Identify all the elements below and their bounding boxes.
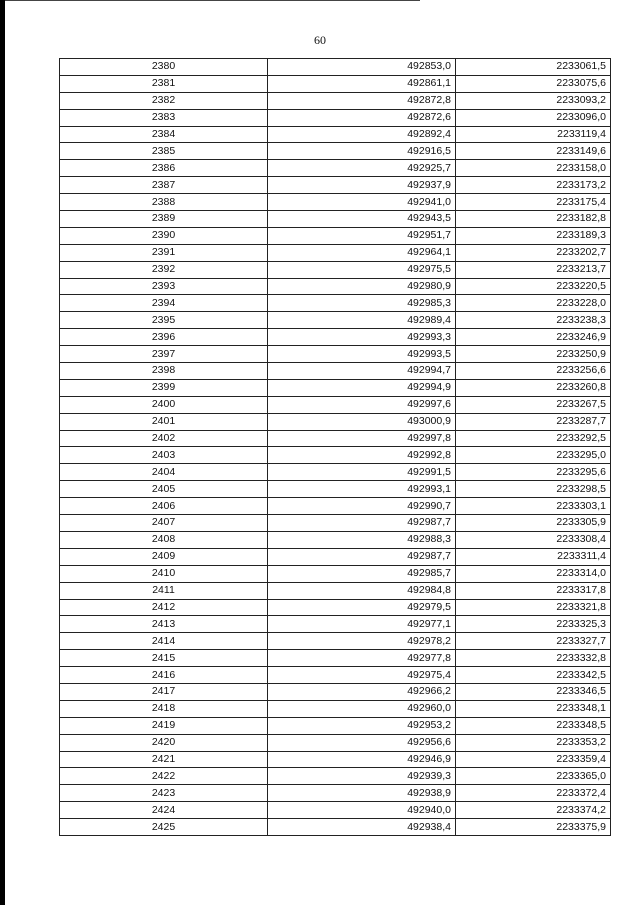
- point-number-cell: 2386: [60, 160, 268, 177]
- x-coordinate-cell: 492979,5: [268, 599, 456, 616]
- x-coordinate-cell: 492993,5: [268, 346, 456, 363]
- page-number: 60: [314, 33, 326, 47]
- x-coordinate-cell: 492977,1: [268, 616, 456, 633]
- y-coordinate-cell: 2233202,7: [456, 244, 611, 261]
- table-row: [60, 261, 611, 278]
- y-coordinate-cell: 2233317,8: [456, 582, 611, 599]
- table-row: [60, 768, 611, 785]
- x-coordinate-cell: 492991,5: [268, 464, 456, 481]
- point-number-cell: 2420: [60, 734, 268, 751]
- table-row: [60, 717, 611, 734]
- x-coordinate-cell: 492993,1: [268, 481, 456, 498]
- x-coordinate-cell: 492964,1: [268, 244, 456, 261]
- point-number-cell: 2421: [60, 751, 268, 768]
- table-row: [60, 582, 611, 599]
- point-number-cell: 2387: [60, 177, 268, 194]
- point-number-cell: 2384: [60, 126, 268, 143]
- table-row: [60, 565, 611, 582]
- table-row: [60, 447, 611, 464]
- table-row: [60, 295, 611, 312]
- x-coordinate-cell: 492992,8: [268, 447, 456, 464]
- scan-edge: [0, 0, 5, 905]
- y-coordinate-cell: 2233260,8: [456, 379, 611, 396]
- y-coordinate-cell: 2233374,2: [456, 802, 611, 819]
- table-row: [60, 464, 611, 481]
- y-coordinate-cell: 2233308,4: [456, 531, 611, 548]
- table-row: [60, 802, 611, 819]
- table-row: [60, 734, 611, 751]
- y-coordinate-cell: 2233182,8: [456, 211, 611, 228]
- point-number-cell: 2383: [60, 109, 268, 126]
- y-coordinate-cell: 2233295,6: [456, 464, 611, 481]
- x-coordinate-cell: 492977,8: [268, 650, 456, 667]
- y-coordinate-cell: 2233175,4: [456, 194, 611, 211]
- y-coordinate-cell: 2233292,5: [456, 430, 611, 447]
- y-coordinate-cell: 2233075,6: [456, 75, 611, 92]
- x-coordinate-cell: 492943,5: [268, 211, 456, 228]
- table-row: [60, 700, 611, 717]
- y-coordinate-cell: 2233189,3: [456, 227, 611, 244]
- x-coordinate-cell: 492940,0: [268, 802, 456, 819]
- y-coordinate-cell: 2233348,1: [456, 700, 611, 717]
- point-number-cell: 2404: [60, 464, 268, 481]
- table-row: [60, 616, 611, 633]
- x-coordinate-cell: 492872,6: [268, 109, 456, 126]
- point-number-cell: 2418: [60, 700, 268, 717]
- y-coordinate-cell: 2233093,2: [456, 92, 611, 109]
- point-number-cell: 2411: [60, 582, 268, 599]
- point-number-cell: 2412: [60, 599, 268, 616]
- y-coordinate-cell: 2233332,8: [456, 650, 611, 667]
- y-coordinate-cell: 2233327,7: [456, 633, 611, 650]
- y-coordinate-cell: 2233365,0: [456, 768, 611, 785]
- table-row: [60, 312, 611, 329]
- point-number-cell: 2395: [60, 312, 268, 329]
- table-row: [60, 633, 611, 650]
- y-coordinate-cell: 2233375,9: [456, 819, 611, 836]
- x-coordinate-cell: 492937,9: [268, 177, 456, 194]
- x-coordinate-cell: 492987,7: [268, 515, 456, 532]
- x-coordinate-cell: 492946,9: [268, 751, 456, 768]
- table-row: [60, 481, 611, 498]
- x-coordinate-cell: 492938,9: [268, 785, 456, 802]
- y-coordinate-cell: 2233061,5: [456, 59, 611, 76]
- x-coordinate-cell: 492938,4: [268, 819, 456, 836]
- table-row: [60, 515, 611, 532]
- y-coordinate-cell: 2233305,9: [456, 515, 611, 532]
- point-number-cell: 2409: [60, 548, 268, 565]
- table-row: [60, 126, 611, 143]
- x-coordinate-cell: 492960,0: [268, 700, 456, 717]
- point-number-cell: 2396: [60, 329, 268, 346]
- table-row: [60, 396, 611, 413]
- point-number-cell: 2397: [60, 346, 268, 363]
- y-coordinate-cell: 2233298,5: [456, 481, 611, 498]
- x-coordinate-cell: 492993,3: [268, 329, 456, 346]
- point-number-cell: 2382: [60, 92, 268, 109]
- point-number-cell: 2402: [60, 430, 268, 447]
- point-number-cell: 2410: [60, 565, 268, 582]
- x-coordinate-cell: 492956,6: [268, 734, 456, 751]
- point-number-cell: 2416: [60, 667, 268, 684]
- x-coordinate-cell: 492925,7: [268, 160, 456, 177]
- x-coordinate-cell: 492966,2: [268, 683, 456, 700]
- table-row: [60, 363, 611, 380]
- x-coordinate-cell: 492985,3: [268, 295, 456, 312]
- table-row: [60, 211, 611, 228]
- point-number-cell: 2381: [60, 75, 268, 92]
- x-coordinate-cell: 492861,1: [268, 75, 456, 92]
- x-coordinate-cell: 492975,4: [268, 667, 456, 684]
- y-coordinate-cell: 2233213,7: [456, 261, 611, 278]
- y-coordinate-cell: 2233096,0: [456, 109, 611, 126]
- point-number-cell: 2400: [60, 396, 268, 413]
- y-coordinate-cell: 2233238,3: [456, 312, 611, 329]
- x-coordinate-cell: 492989,4: [268, 312, 456, 329]
- point-number-cell: 2422: [60, 768, 268, 785]
- y-coordinate-cell: 2233311,4: [456, 548, 611, 565]
- top-rule: [0, 0, 420, 1]
- table-row: [60, 329, 611, 346]
- x-coordinate-cell: 492980,9: [268, 278, 456, 295]
- point-number-cell: 2401: [60, 413, 268, 430]
- y-coordinate-cell: 2233346,5: [456, 683, 611, 700]
- x-coordinate-cell: 492997,6: [268, 396, 456, 413]
- y-coordinate-cell: 2233149,6: [456, 143, 611, 160]
- y-coordinate-cell: 2233228,0: [456, 295, 611, 312]
- y-coordinate-cell: 2233220,5: [456, 278, 611, 295]
- point-number-cell: 2406: [60, 498, 268, 515]
- y-coordinate-cell: 2233348,5: [456, 717, 611, 734]
- point-number-cell: 2425: [60, 819, 268, 836]
- table-row: [60, 498, 611, 515]
- x-coordinate-cell: 492941,0: [268, 194, 456, 211]
- table-row: [60, 109, 611, 126]
- point-number-cell: 2398: [60, 363, 268, 380]
- point-number-cell: 2405: [60, 481, 268, 498]
- x-coordinate-cell: 492978,2: [268, 633, 456, 650]
- x-coordinate-cell: 492988,3: [268, 531, 456, 548]
- table-row: [60, 227, 611, 244]
- point-number-cell: 2393: [60, 278, 268, 295]
- table-row: [60, 143, 611, 160]
- table-row: [60, 599, 611, 616]
- x-coordinate-cell: 492997,8: [268, 430, 456, 447]
- table-row: [60, 548, 611, 565]
- point-number-cell: 2399: [60, 379, 268, 396]
- table-row: [60, 751, 611, 768]
- point-number-cell: 2408: [60, 531, 268, 548]
- table-row: [60, 819, 611, 836]
- y-coordinate-cell: 2233173,2: [456, 177, 611, 194]
- x-coordinate-cell: 492984,8: [268, 582, 456, 599]
- y-coordinate-cell: 2233267,5: [456, 396, 611, 413]
- table-row: [60, 650, 611, 667]
- point-number-cell: 2414: [60, 633, 268, 650]
- table-row: [60, 667, 611, 684]
- y-coordinate-cell: 2233295,0: [456, 447, 611, 464]
- point-number-cell: 2413: [60, 616, 268, 633]
- y-coordinate-cell: 2233342,5: [456, 667, 611, 684]
- table-row: [60, 278, 611, 295]
- x-coordinate-cell: 492951,7: [268, 227, 456, 244]
- table-row: [60, 194, 611, 211]
- x-coordinate-cell: 492853,0: [268, 59, 456, 76]
- y-coordinate-cell: 2233321,8: [456, 599, 611, 616]
- point-number-cell: 2385: [60, 143, 268, 160]
- y-coordinate-cell: 2233119,4: [456, 126, 611, 143]
- x-coordinate-cell: 492872,8: [268, 92, 456, 109]
- y-coordinate-cell: 2233314,0: [456, 565, 611, 582]
- x-coordinate-cell: 492975,5: [268, 261, 456, 278]
- x-coordinate-cell: 492939,3: [268, 768, 456, 785]
- y-coordinate-cell: 2233372,4: [456, 785, 611, 802]
- x-coordinate-cell: 492994,7: [268, 363, 456, 380]
- y-coordinate-cell: 2233325,3: [456, 616, 611, 633]
- point-number-cell: 2423: [60, 785, 268, 802]
- table-row: [60, 430, 611, 447]
- point-number-cell: 2390: [60, 227, 268, 244]
- coordinates-table: [59, 58, 611, 836]
- table-row: [60, 75, 611, 92]
- point-number-cell: 2424: [60, 802, 268, 819]
- point-number-cell: 2419: [60, 717, 268, 734]
- table-row: [60, 379, 611, 396]
- table-row: [60, 59, 611, 76]
- table-row: [60, 346, 611, 363]
- x-coordinate-cell: 493000,9: [268, 413, 456, 430]
- x-coordinate-cell: 492892,4: [268, 126, 456, 143]
- y-coordinate-cell: 2233246,9: [456, 329, 611, 346]
- table-row: [60, 531, 611, 548]
- point-number-cell: 2391: [60, 244, 268, 261]
- point-number-cell: 2394: [60, 295, 268, 312]
- point-number-cell: 2417: [60, 683, 268, 700]
- y-coordinate-cell: 2233250,9: [456, 346, 611, 363]
- table-row: [60, 92, 611, 109]
- point-number-cell: 2388: [60, 194, 268, 211]
- x-coordinate-cell: 492985,7: [268, 565, 456, 582]
- point-number-cell: 2403: [60, 447, 268, 464]
- x-coordinate-cell: 492990,7: [268, 498, 456, 515]
- point-number-cell: 2407: [60, 515, 268, 532]
- y-coordinate-cell: 2233256,6: [456, 363, 611, 380]
- point-number-cell: 2389: [60, 211, 268, 228]
- y-coordinate-cell: 2233353,2: [456, 734, 611, 751]
- table-row: [60, 244, 611, 261]
- coordinates-table-body: [60, 59, 611, 836]
- table-row: [60, 160, 611, 177]
- x-coordinate-cell: 492916,5: [268, 143, 456, 160]
- x-coordinate-cell: 492987,7: [268, 548, 456, 565]
- y-coordinate-cell: 2233359,4: [456, 751, 611, 768]
- point-number-cell: 2380: [60, 59, 268, 76]
- table-row: [60, 177, 611, 194]
- y-coordinate-cell: 2233287,7: [456, 413, 611, 430]
- table-row: [60, 683, 611, 700]
- table-row: [60, 785, 611, 802]
- y-coordinate-cell: 2233158,0: [456, 160, 611, 177]
- table-row: [60, 413, 611, 430]
- y-coordinate-cell: 2233303,1: [456, 498, 611, 515]
- point-number-cell: 2415: [60, 650, 268, 667]
- x-coordinate-cell: 492994,9: [268, 379, 456, 396]
- point-number-cell: 2392: [60, 261, 268, 278]
- x-coordinate-cell: 492953,2: [268, 717, 456, 734]
